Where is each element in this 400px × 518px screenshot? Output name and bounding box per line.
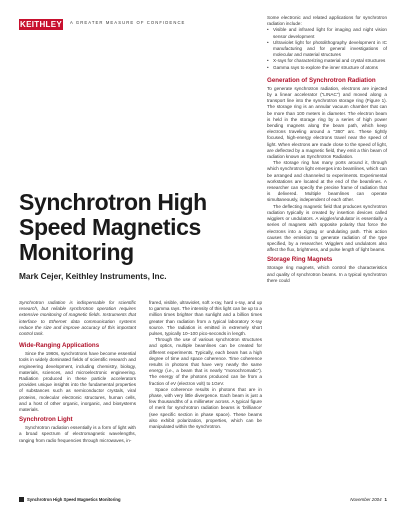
section-heading: Generation of Synchrotron Radiation (267, 76, 376, 84)
page-number: 1 (384, 497, 387, 502)
tagline: A GREATER MEASURE OF CONFIDENCE (70, 20, 186, 25)
applications-intro: Some electronic and related applications for synchrotron radiation include: (267, 15, 387, 27)
right-column (267, 15, 387, 284)
section-heading: Synchrotron Light (19, 416, 73, 424)
paragraph: frared, visible, ultraviolet, soft x-ray, hard x-ray, and up to gamma rays. The intensity of this light can be up to a million times brighter than sunlight and a billion times greater than radiation from a typical laboratory X-ray source. The radiation is emitted in extremely short pulses, typically 10–100 pico-seconds in length. (149, 300, 262, 337)
left-column (19, 300, 136, 444)
middle-column (149, 300, 262, 430)
list-item: • Ultraviolet light for photolithography development in IC manufacturing and for general investigations of molecular and material structures (267, 40, 387, 59)
section-heading: Storage Ring Magnets (267, 256, 333, 264)
article-title: Synchrotron High Speed Magnetics Monitoring (19, 189, 207, 265)
keithley-logo: KEITHLEY (20, 20, 62, 29)
article-author: Mark Cejer, Keithley Instruments, Inc. (19, 271, 167, 281)
paragraph: The storage ring has many ports around it, through which synchrotron light emerges into beamlines, which can be arranged and channeled to experiments. Experimental workstations are located at the end of the beamlines. A researcher can specify the precise frame of radiation that is delivered. Multiple beamlines can operate simultaneously, independent of each other. (267, 160, 387, 203)
footer-marker (19, 497, 24, 502)
list-item: • Visible and infrared light for imaging and night vision sensor development (267, 27, 387, 39)
applications-list (267, 27, 387, 70)
paragraph: Space coherence results in photons that are in phase, with very little divergence. Each beam is just a few thousandths of a millimeter across. A typical figure of merit for synchrotron radiation beams is 'brilliance' (see specific section in phase space). These beams also exhibit polarization, properties, which can be manipulated within the synchrotron. (149, 386, 262, 430)
paragraph: The deflecting magnetic field that produces synchrotron radiation typically is created by insertion devices called wigglers or undulators. A wiggler/undulator is essentially a series of magnets with opposite polarity that force the electrons into a zigzag or undulating path. This action causes the emission to generate radiation of the type specified, by a researcher. Wigglers and undulators also affect the flux, brightness, and pulse length of light beams. (267, 203, 387, 253)
paragraph: Through the use of various synchrotron structures and optics, multiple beamlines can be created for different experiments. Typically, each beam has a high degree of time and space coherence. Time coherence results in photons that have very nearly the same energy (i.e., a beam that is nearly "monochromatic"). The energy of the photons produced can be from a fraction of eV (electron volt) to 1GeV. (149, 337, 262, 386)
footer-date-page (300, 497, 387, 502)
section-heading: Wide-Ranging Applications (19, 342, 100, 350)
paragraph: Storage ring magnets, which control the characteristics and quality of synchrotron beams. In a typical synchrotron there could (267, 265, 387, 283)
paragraph: Synchrotron radiation essentially is a form of light with a broad spectrum of electromagnetic wavelengths, ranging from radio frequencies through microwaves, in- (19, 425, 136, 443)
abstract: Synchrotron radiation is indispensable for scientific research, but reliable synchrotron operation requires extensive monitoring of magnetic fields. Instruments that interface to Ethernet data communication systems reduce the size and improve accuracy of this important control task. (19, 300, 136, 337)
footer-date: November 2004 (350, 497, 382, 502)
paragraph: Since the 1960s, synchrotrons have become essential tools in widely dominated fields of scientific research and engineering development, including chemistry, biology, materials, sciences, and microelectronic engineering. Radiation produced in these particle accelerators provides unique insights into the fundamental properties of substances such as semiconductor crystals, viral proteins, molecular electronic structures, human cells, and a host of other organic, inorganic, and biosystems materials. (19, 351, 136, 413)
list-item: • Gamma rays to explore the inner structure of atoms (267, 65, 387, 71)
footer-title: Synchrotron High Speed Magnetics Monitoring (27, 497, 121, 502)
paragraph: To generate synchrotron radiation, electrons are injected by a linear accelerator ("LINAC") and moved along a transport line into the synchrotron storage ring (Figure 1). The storage ring is an annular vacuum chamber that can be more than 100 meters in diameter. The electron beam is held in the storage ring by a series of high power bending magnets along the beam path, which keep electrons traveling around a "360" arc. These tightly focused, high-energy electrons travel near the speed of light. When electrons are made close to the speed of light, are deflected by a magnetic field, they emit a thin beam of radiation known as Synchrotron Radiation. (267, 85, 387, 160)
list-item: • X-rays for characterizing material and crystal structures (267, 58, 387, 64)
